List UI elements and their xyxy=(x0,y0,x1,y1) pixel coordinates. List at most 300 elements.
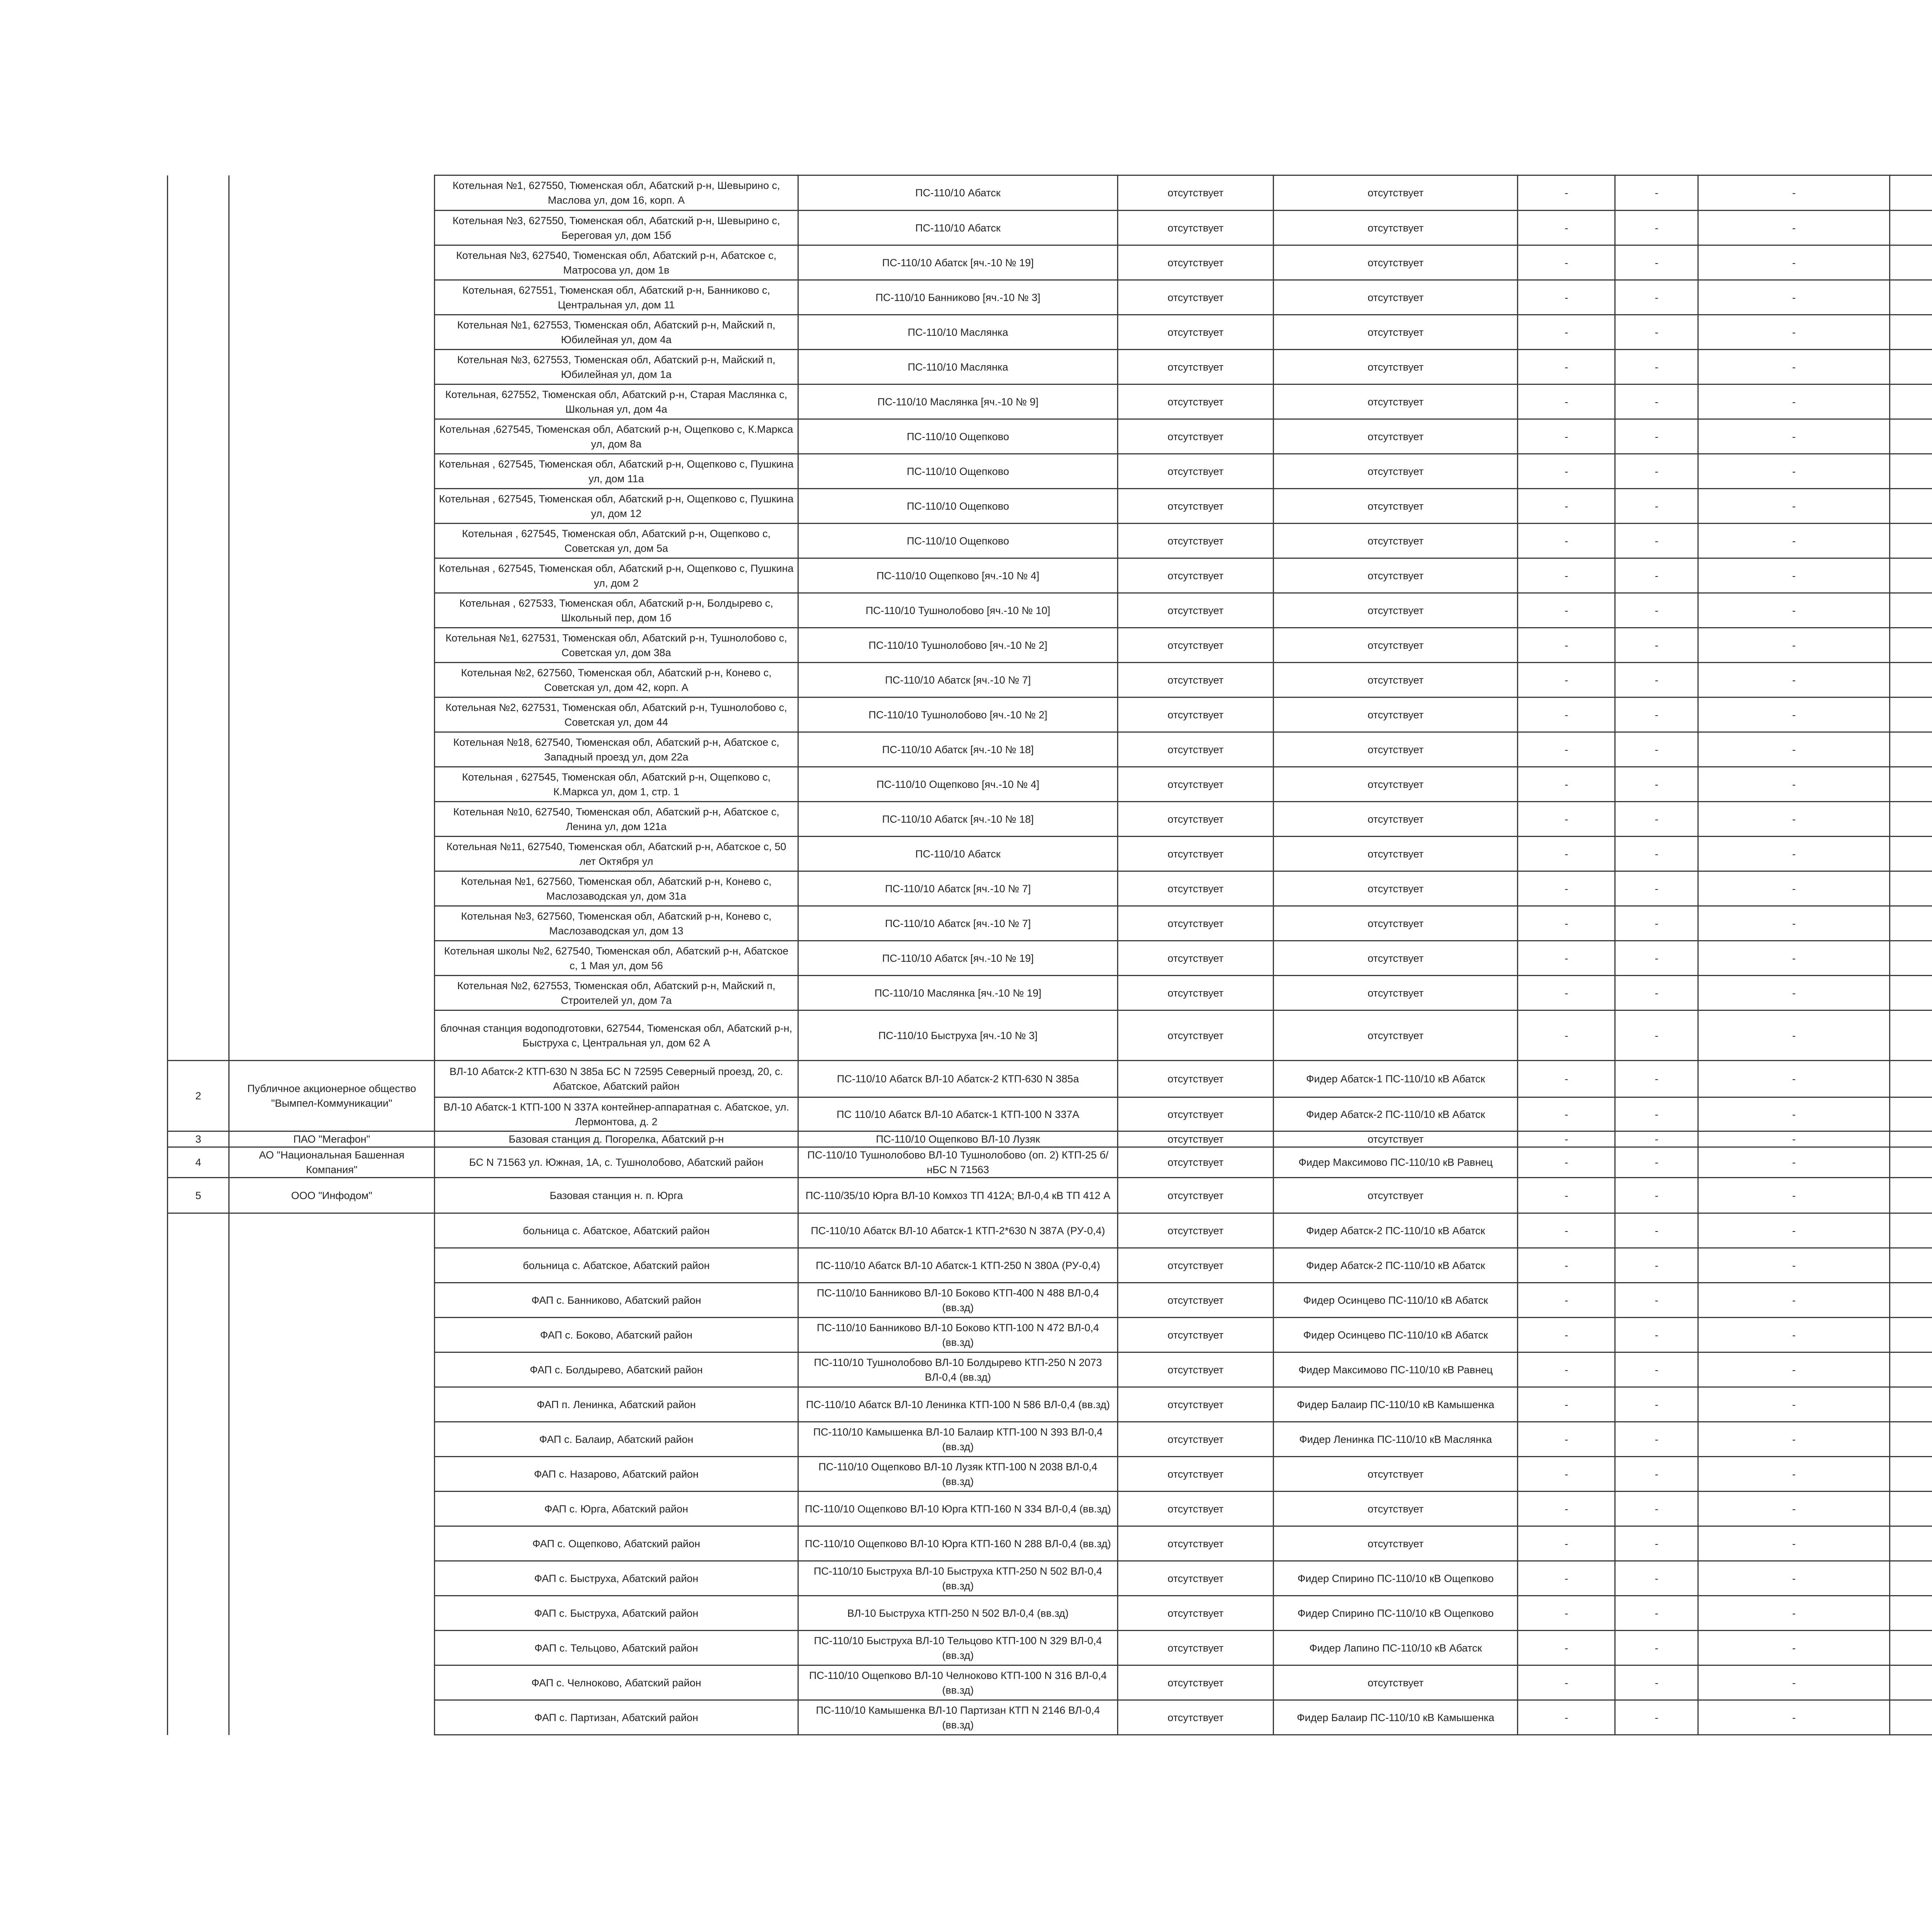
backup-feeder: отсутствует xyxy=(1274,767,1518,802)
empty-value-dash: - xyxy=(1698,1457,1890,1492)
supply-substation: ПС-110/10 Маслянка xyxy=(798,350,1118,384)
backup-feeder: отсутствует xyxy=(1274,454,1518,489)
empty-value-dash: - xyxy=(1615,1061,1698,1097)
reserve-source-status: отсутствует xyxy=(1117,419,1273,454)
reserve-source-status: отсутствует xyxy=(1117,1178,1273,1213)
table-row xyxy=(168,175,1932,211)
row-number: 4 xyxy=(168,1147,229,1178)
table-row xyxy=(168,1178,1932,1213)
empty-value-dash: - xyxy=(1698,211,1890,245)
reserve-source-status: отсутствует xyxy=(1117,1318,1273,1352)
empty-value-dash: - xyxy=(1698,384,1890,419)
backup-feeder: отсутствует xyxy=(1274,384,1518,419)
supply-substation: ПС-110/10 Ощепково xyxy=(798,419,1118,454)
empty-value-dash: - xyxy=(1698,767,1890,802)
reserve-source-status: отсутствует xyxy=(1117,454,1273,489)
object-address: ФАП с. Болдырево, Абатский район xyxy=(434,1352,798,1387)
supply-substation: ПС-110/10 Абатск xyxy=(798,211,1118,245)
empty-value-dash xyxy=(1890,976,1932,1010)
supply-substation: ПС-110/10 Ощепково [яч.-10 № 4] xyxy=(798,558,1118,593)
empty-value-dash: - xyxy=(1698,1178,1890,1213)
supply-substation: ПС 110/10 Абатск ВЛ-10 Абатск-1 КТП-100 N 337А xyxy=(798,1097,1118,1131)
reserve-source-status: отсутствует xyxy=(1117,1665,1273,1700)
empty-value-dash xyxy=(1890,315,1932,350)
backup-feeder: Фидер Осинцево ПС-110/10 кВ Абатск xyxy=(1274,1318,1518,1352)
backup-feeder: отсутствует xyxy=(1274,1526,1518,1561)
empty-value-dash: - xyxy=(1698,419,1890,454)
empty-value-dash xyxy=(1890,1422,1932,1457)
empty-value-dash: - xyxy=(1615,350,1698,384)
backup-feeder: Фидер Лапино ПС-110/10 кВ Абатск xyxy=(1274,1631,1518,1665)
supply-substation: ПС-110/10 Камышенка ВЛ-10 Балаир КТП-100 N 393 ВЛ-0,4 (вв.зд) xyxy=(798,1422,1118,1457)
backup-feeder: отсутствует xyxy=(1274,524,1518,558)
organization-name: ООО "Инфодом" xyxy=(229,1178,434,1213)
empty-value-dash xyxy=(1890,1147,1932,1178)
backup-feeder: Фидер Абатск-2 ПС-110/10 кВ Абатск xyxy=(1274,1213,1518,1248)
empty-value-dash: - xyxy=(1615,245,1698,280)
backup-feeder: отсутствует xyxy=(1274,1178,1518,1213)
empty-value-dash: - xyxy=(1518,1097,1615,1131)
row-number: 5 xyxy=(168,1178,229,1213)
empty-value-dash: - xyxy=(1518,1665,1615,1700)
empty-value-dash: - xyxy=(1518,1131,1615,1147)
object-address: Котельная №2, 627560, Тюменская обл, Абатский р-н, Конево с, Советская ул, дом 42, корп. А xyxy=(434,663,798,697)
empty-value-dash: - xyxy=(1698,1147,1890,1178)
object-address: Котельная №1, 627531, Тюменская обл, Абатский р-н, Тушнолобово с, Советская ул, дом 38а xyxy=(434,628,798,663)
supply-substation: ПС-110/10 Абатск xyxy=(798,837,1118,871)
object-address: ФАП с. Быструха, Абатский район xyxy=(434,1561,798,1596)
empty-value-dash: - xyxy=(1615,732,1698,767)
empty-value-dash: - xyxy=(1518,1561,1615,1596)
reserve-source-status: отсутствует xyxy=(1117,280,1273,315)
empty-value-dash: - xyxy=(1518,1010,1615,1061)
empty-value-dash xyxy=(1890,175,1932,211)
backup-feeder: Фидер Осинцево ПС-110/10 кВ Абатск xyxy=(1274,1283,1518,1318)
empty-value-dash: - xyxy=(1698,593,1890,628)
empty-value-dash xyxy=(1890,1665,1932,1700)
empty-value-dash: - xyxy=(1518,1596,1615,1631)
empty-value-dash: - xyxy=(1615,1131,1698,1147)
empty-value-dash xyxy=(1890,1283,1932,1318)
object-address: Котельная №10, 627540, Тюменская обл, Абатский р-н, Абатское с, Ленина ул, дом 121а xyxy=(434,802,798,837)
empty-value-dash: - xyxy=(1518,175,1615,211)
table-row xyxy=(168,1131,1932,1147)
reserve-source-status: отсутствует xyxy=(1117,1131,1273,1147)
empty-value-dash: - xyxy=(1698,906,1890,941)
empty-value-dash: - xyxy=(1615,837,1698,871)
empty-value-dash xyxy=(1890,1596,1932,1631)
empty-value-dash: - xyxy=(1615,1283,1698,1318)
empty-value-dash: - xyxy=(1615,697,1698,732)
empty-value-dash: - xyxy=(1518,802,1615,837)
empty-value-dash xyxy=(1890,1387,1932,1422)
reserve-source-status: отсутствует xyxy=(1117,697,1273,732)
empty-value-dash: - xyxy=(1615,663,1698,697)
empty-value-dash: - xyxy=(1518,1178,1615,1213)
reserve-source-status: отсутствует xyxy=(1117,524,1273,558)
reserve-source-status: отсутствует xyxy=(1117,1700,1273,1735)
empty-value-dash: - xyxy=(1698,1010,1890,1061)
reserve-source-status: отсутствует xyxy=(1117,976,1273,1010)
reserve-source-status: отсутствует xyxy=(1117,802,1273,837)
empty-value-dash: - xyxy=(1518,976,1615,1010)
backup-feeder: отсутствует xyxy=(1274,489,1518,524)
empty-value-dash: - xyxy=(1518,593,1615,628)
object-address: Котельная №3, 627540, Тюменская обл, Абатский р-н, Абатское с, Матросова ул, дом 1в xyxy=(434,245,798,280)
empty-value-dash: - xyxy=(1615,941,1698,976)
object-address: ФАП п. Ленинка, Абатский район xyxy=(434,1387,798,1422)
empty-value-dash xyxy=(1890,1561,1932,1596)
empty-value-dash xyxy=(1890,1700,1932,1735)
supply-substation: ПС-110/10 Абатск ВЛ-10 Ленинка КТП-100 N 586 ВЛ-0,4 (вв.зд) xyxy=(798,1387,1118,1422)
organization-name xyxy=(229,1213,434,1735)
empty-value-dash: - xyxy=(1698,628,1890,663)
supply-substation: ПС-110/10 Тушнолобово [яч.-10 № 2] xyxy=(798,628,1118,663)
supply-substation: ПС-110/10 Ощепково xyxy=(798,489,1118,524)
reserve-source-status: отсутствует xyxy=(1117,1631,1273,1665)
empty-value-dash: - xyxy=(1615,315,1698,350)
empty-value-dash: - xyxy=(1698,1352,1890,1387)
backup-feeder: Фидер Максимово ПС-110/10 кВ Равнец xyxy=(1274,1147,1518,1178)
supply-substation: ПС-110/10 Маслянка xyxy=(798,315,1118,350)
empty-value-dash: - xyxy=(1518,767,1615,802)
empty-value-dash: - xyxy=(1615,1561,1698,1596)
empty-value-dash xyxy=(1890,1248,1932,1283)
reserve-source-status: отсутствует xyxy=(1117,1457,1273,1492)
empty-value-dash xyxy=(1890,558,1932,593)
empty-value-dash: - xyxy=(1698,976,1890,1010)
empty-value-dash: - xyxy=(1615,1665,1698,1700)
empty-value-dash: - xyxy=(1615,489,1698,524)
empty-value-dash xyxy=(1890,1178,1932,1213)
empty-value-dash: - xyxy=(1518,524,1615,558)
empty-value-dash xyxy=(1890,384,1932,419)
reserve-source-status: отсутствует xyxy=(1117,1097,1273,1131)
supply-substation: ПС-110/10 Ощепково ВЛ-10 Челноково КТП-100 N 316 ВЛ-0,4 (вв.зд) xyxy=(798,1665,1118,1700)
backup-feeder: отсутствует xyxy=(1274,1457,1518,1492)
empty-value-dash: - xyxy=(1698,1422,1890,1457)
empty-value-dash xyxy=(1890,1352,1932,1387)
object-address: ВЛ-10 Абатск-2 КТП-630 N 385а БС N 72595 Северный проезд, 20, с. Абатское, Абатский район xyxy=(434,1061,798,1097)
reserve-source-status: отсутствует xyxy=(1117,1283,1273,1318)
empty-value-dash xyxy=(1890,489,1932,524)
empty-value-dash: - xyxy=(1698,489,1890,524)
empty-value-dash: - xyxy=(1518,384,1615,419)
empty-value-dash: - xyxy=(1615,802,1698,837)
reserve-source-status: отсутствует xyxy=(1117,1248,1273,1283)
reserve-source-status: отсутствует xyxy=(1117,350,1273,384)
empty-value-dash: - xyxy=(1698,1631,1890,1665)
object-address: Котельная №3, 627550, Тюменская обл, Абатский р-н, Шевырино с, Береговая ул, дом 15б xyxy=(434,211,798,245)
backup-feeder: отсутствует xyxy=(1274,1492,1518,1526)
supply-substation: ПС-110/10 Ощепково ВЛ-10 Лузяк КТП-100 N 2038 ВЛ-0,4 (вв.зд) xyxy=(798,1457,1118,1492)
empty-value-dash: - xyxy=(1615,280,1698,315)
backup-feeder: Фидер Спирино ПС-110/10 кВ Ощепково xyxy=(1274,1561,1518,1596)
empty-value-dash: - xyxy=(1615,1457,1698,1492)
reserve-source-status: отсутствует xyxy=(1117,315,1273,350)
backup-feeder: Фидер Абатск-2 ПС-110/10 кВ Абатск xyxy=(1274,1097,1518,1131)
object-address: ФАП с. Назарово, Абатский район xyxy=(434,1457,798,1492)
reserve-source-status: отсутствует xyxy=(1117,384,1273,419)
empty-value-dash xyxy=(1890,1061,1932,1097)
empty-value-dash: - xyxy=(1615,454,1698,489)
empty-value-dash: - xyxy=(1615,524,1698,558)
organization-name: ПАО "Мегафон" xyxy=(229,1131,434,1147)
backup-feeder: отсутствует xyxy=(1274,1131,1518,1147)
reserve-source-status: отсутствует xyxy=(1117,1387,1273,1422)
empty-value-dash: - xyxy=(1615,1213,1698,1248)
empty-value-dash: - xyxy=(1518,1387,1615,1422)
supply-substation: ПС-110/10 Тушнолобово [яч.-10 № 10] xyxy=(798,593,1118,628)
empty-value-dash: - xyxy=(1518,697,1615,732)
supply-substation: ПС-110/10 Абатск xyxy=(798,175,1118,211)
empty-value-dash: - xyxy=(1615,1422,1698,1457)
reserve-source-status: отсутствует xyxy=(1117,628,1273,663)
supply-substation: ПС-110/10 Быструха ВЛ-10 Быструха КТП-250 N 502 ВЛ-0,4 (вв.зд) xyxy=(798,1561,1118,1596)
empty-value-dash: - xyxy=(1615,419,1698,454)
backup-feeder: отсутствует xyxy=(1274,837,1518,871)
empty-value-dash: - xyxy=(1698,871,1890,906)
backup-feeder: отсутствует xyxy=(1274,350,1518,384)
empty-value-dash xyxy=(1890,1631,1932,1665)
supply-substation: ПС-110/10 Маслянка [яч.-10 № 19] xyxy=(798,976,1118,1010)
table-row xyxy=(168,1147,1932,1178)
backup-feeder: Фидер Абатск-1 ПС-110/10 кВ Абатск xyxy=(1274,1061,1518,1097)
empty-value-dash: - xyxy=(1615,1492,1698,1526)
empty-value-dash: - xyxy=(1698,1387,1890,1422)
reserve-source-status: отсутствует xyxy=(1117,1352,1273,1387)
empty-value-dash: - xyxy=(1615,1147,1698,1178)
empty-value-dash: - xyxy=(1518,1631,1615,1665)
reserve-source-status: отсутствует xyxy=(1117,663,1273,697)
empty-value-dash: - xyxy=(1698,1700,1890,1735)
empty-value-dash: - xyxy=(1698,1248,1890,1283)
object-address: Котельная №1, 627560, Тюменская обл, Абатский р-н, Конево с, Маслозаводская ул, дом 31а xyxy=(434,871,798,906)
reserve-source-status: отсутствует xyxy=(1117,1492,1273,1526)
backup-feeder: Фидер Ленинка ПС-110/10 кВ Маслянка xyxy=(1274,1422,1518,1457)
object-address: Котельная №1, 627550, Тюменская обл, Абатский р-н, Шевырино с, Маслова ул, дом 16, корп. А xyxy=(434,175,798,211)
reserve-source-status: отсутствует xyxy=(1117,558,1273,593)
empty-value-dash: - xyxy=(1615,1352,1698,1387)
reserve-source-status: отсутствует xyxy=(1117,1526,1273,1561)
empty-value-dash: - xyxy=(1615,1526,1698,1561)
empty-value-dash xyxy=(1890,837,1932,871)
empty-value-dash xyxy=(1890,1097,1932,1131)
supply-substation: ПС-110/10 Быструха ВЛ-10 Тельцово КТП-100 N 329 ВЛ-0,4 (вв.зд) xyxy=(798,1631,1118,1665)
empty-value-dash xyxy=(1890,245,1932,280)
empty-value-dash xyxy=(1890,906,1932,941)
supply-substation: ПС-110/10 Абатск [яч.-10 № 7] xyxy=(798,871,1118,906)
object-address: блочная станция водоподготовки, 627544, Тюменская обл, Абатский р-н, Быструха с, Центральная ул, дом 62 А xyxy=(434,1010,798,1061)
consumers-table xyxy=(167,175,1932,1735)
reserve-source-status: отсутствует xyxy=(1117,837,1273,871)
empty-value-dash: - xyxy=(1698,663,1890,697)
empty-value-dash: - xyxy=(1518,489,1615,524)
empty-value-dash: - xyxy=(1615,1097,1698,1131)
supply-substation: ПС-110/10 Камышенка ВЛ-10 Партизан КТП N 2146 ВЛ-0,4 (вв.зд) xyxy=(798,1700,1118,1735)
object-address: ФАП с. Ощепково, Абатский район xyxy=(434,1526,798,1561)
empty-value-dash: - xyxy=(1518,280,1615,315)
empty-value-dash: - xyxy=(1518,871,1615,906)
object-address: Котельная №3, 627553, Тюменская обл, Абатский р-н, Майский п, Юбилейная ул, дом 1а xyxy=(434,350,798,384)
empty-value-dash: - xyxy=(1615,1387,1698,1422)
empty-value-dash: - xyxy=(1698,732,1890,767)
empty-value-dash: - xyxy=(1615,175,1698,211)
supply-substation: ПС-110/10 Тушнолобово ВЛ-10 Тушнолобово (оп. 2) КТП-25 б/нБС N 71563 xyxy=(798,1147,1118,1178)
empty-value-dash: - xyxy=(1518,1352,1615,1387)
backup-feeder: отсутствует xyxy=(1274,245,1518,280)
empty-value-dash xyxy=(1890,871,1932,906)
supply-substation: ПС-110/10 Ощепково [яч.-10 № 4] xyxy=(798,767,1118,802)
empty-value-dash xyxy=(1890,802,1932,837)
reserve-source-status: отсутствует xyxy=(1117,1561,1273,1596)
empty-value-dash: - xyxy=(1518,1457,1615,1492)
object-address: ФАП с. Партизан, Абатский район xyxy=(434,1700,798,1735)
empty-value-dash: - xyxy=(1615,558,1698,593)
empty-value-dash: - xyxy=(1615,384,1698,419)
empty-value-dash: - xyxy=(1518,419,1615,454)
empty-value-dash xyxy=(1890,1526,1932,1561)
supply-substation: ПС-110/10 Абатск ВЛ-10 Абатск-1 КТП-2*630 N 387А (РУ-0,4) xyxy=(798,1213,1118,1248)
row-number xyxy=(168,1213,229,1735)
supply-substation: ПС-110/10 Ощепково ВЛ-10 Юрга КТП-160 N 288 ВЛ-0,4 (вв.зд) xyxy=(798,1526,1118,1561)
supply-substation: ПС-110/10 Маслянка [яч.-10 № 9] xyxy=(798,384,1118,419)
backup-feeder: отсутствует xyxy=(1274,628,1518,663)
empty-value-dash: - xyxy=(1518,732,1615,767)
empty-value-dash: - xyxy=(1698,1097,1890,1131)
empty-value-dash: - xyxy=(1698,802,1890,837)
empty-value-dash: - xyxy=(1518,1061,1615,1097)
backup-feeder: отсутствует xyxy=(1274,280,1518,315)
object-address: Базовая станция н. п. Юрга xyxy=(434,1178,798,1213)
object-address: ФАП с. Тельцово, Абатский район xyxy=(434,1631,798,1665)
object-address: Котельная , 627545, Тюменская обл, Абатский р-н, Ощепково с, К.Маркса ул, дом 1, стр. 1 xyxy=(434,767,798,802)
backup-feeder: отсутствует xyxy=(1274,732,1518,767)
empty-value-dash: - xyxy=(1698,697,1890,732)
empty-value-dash: - xyxy=(1698,1283,1890,1318)
reserve-source-status: отсутствует xyxy=(1117,767,1273,802)
empty-value-dash xyxy=(1890,767,1932,802)
empty-value-dash: - xyxy=(1698,245,1890,280)
empty-value-dash: - xyxy=(1698,1526,1890,1561)
empty-value-dash: - xyxy=(1698,941,1890,976)
backup-feeder: отсутствует xyxy=(1274,976,1518,1010)
reserve-source-status: отсутствует xyxy=(1117,1213,1273,1248)
object-address: ФАП с. Юрга, Абатский район xyxy=(434,1492,798,1526)
empty-value-dash: - xyxy=(1698,524,1890,558)
object-address: ФАП с. Боково, Абатский район xyxy=(434,1318,798,1352)
empty-value-dash: - xyxy=(1615,211,1698,245)
backup-feeder: отсутствует xyxy=(1274,558,1518,593)
reserve-source-status: отсутствует xyxy=(1117,906,1273,941)
backup-feeder: отсутствует xyxy=(1274,419,1518,454)
reserve-source-status: отсутствует xyxy=(1117,1010,1273,1061)
supply-substation: ПС-110/10 Тушнолобово [яч.-10 № 2] xyxy=(798,697,1118,732)
empty-value-dash: - xyxy=(1518,906,1615,941)
backup-feeder: отсутствует xyxy=(1274,315,1518,350)
empty-value-dash: - xyxy=(1518,454,1615,489)
reserve-source-status: отсутствует xyxy=(1117,1147,1273,1178)
empty-value-dash: - xyxy=(1615,871,1698,906)
backup-feeder: отсутствует xyxy=(1274,941,1518,976)
empty-value-dash: - xyxy=(1518,1700,1615,1735)
supply-substation: ВЛ-10 Быструха КТП-250 N 502 ВЛ-0,4 (вв.зд) xyxy=(798,1596,1118,1631)
empty-value-dash: - xyxy=(1518,837,1615,871)
empty-value-dash: - xyxy=(1518,1213,1615,1248)
empty-value-dash: - xyxy=(1518,628,1615,663)
empty-value-dash xyxy=(1890,211,1932,245)
empty-value-dash: - xyxy=(1518,941,1615,976)
empty-value-dash xyxy=(1890,1010,1932,1061)
supply-substation: ПС-110/10 Ощепково ВЛ-10 Юрга КТП-160 N 334 ВЛ-0,4 (вв.зд) xyxy=(798,1492,1118,1526)
empty-value-dash xyxy=(1890,1457,1932,1492)
empty-value-dash: - xyxy=(1518,1283,1615,1318)
backup-feeder: отсутствует xyxy=(1274,211,1518,245)
empty-value-dash xyxy=(1890,1213,1932,1248)
empty-value-dash xyxy=(1890,941,1932,976)
empty-value-dash xyxy=(1890,732,1932,767)
object-address: Котельная , 627545, Тюменская обл, Абатский р-н, Ощепково с, Пушкина ул, дом 11а xyxy=(434,454,798,489)
empty-value-dash: - xyxy=(1615,593,1698,628)
backup-feeder: отсутствует xyxy=(1274,593,1518,628)
organization-name xyxy=(229,175,434,1061)
supply-substation: ПС-110/10 Абатск [яч.-10 № 18] xyxy=(798,802,1118,837)
object-address: ФАП с. Быструха, Абатский район xyxy=(434,1596,798,1631)
object-address: ФАП с. Банниково, Абатский район xyxy=(434,1283,798,1318)
object-address: Котельная №18, 627540, Тюменская обл, Абатский р-н, Абатское с, Западный проезд ул, дом 22а xyxy=(434,732,798,767)
organization-name: Публичное акционерное общество "Вымпел-Коммуникации" xyxy=(229,1061,434,1131)
backup-feeder: Фидер Максимово ПС-110/10 кВ Равнец xyxy=(1274,1352,1518,1387)
object-address: Котельная №2, 627553, Тюменская обл, Абатский р-н, Майский п, Строителей ул, дом 7а xyxy=(434,976,798,1010)
supply-substation: ПС-110/10 Быструха [яч.-10 № 3] xyxy=(798,1010,1118,1061)
empty-value-dash: - xyxy=(1698,454,1890,489)
empty-value-dash: - xyxy=(1518,211,1615,245)
reserve-source-status: отсутствует xyxy=(1117,175,1273,211)
object-address: Котельная №11, 627540, Тюменская обл, Абатский р-н, Абатское с, 50 лет Октября ул xyxy=(434,837,798,871)
object-address: Котельная ,627545, Тюменская обл, Абатский р-н, Ощепково с, К.Маркса ул, дом 8а xyxy=(434,419,798,454)
object-address: Котельная школы №2, 627540, Тюменская обл, Абатский р-н, Абатское с, 1 Мая ул, дом 56 xyxy=(434,941,798,976)
empty-value-dash: - xyxy=(1615,1596,1698,1631)
empty-value-dash: - xyxy=(1698,175,1890,211)
object-address: Котельная №1, 627553, Тюменская обл, Абатский р-н, Майский п, Юбилейная ул, дом 4а xyxy=(434,315,798,350)
reserve-source-status: отсутствует xyxy=(1117,1596,1273,1631)
empty-value-dash: - xyxy=(1698,558,1890,593)
empty-value-dash: - xyxy=(1518,1492,1615,1526)
empty-value-dash xyxy=(1890,1318,1932,1352)
empty-value-dash xyxy=(1890,454,1932,489)
supply-substation: ПС-110/10 Банниково ВЛ-10 Боково КТП-100 N 472 ВЛ-0,4 (вв.зд) xyxy=(798,1318,1118,1352)
supply-substation: ПС-110/10 Абатск [яч.-10 № 19] xyxy=(798,245,1118,280)
empty-value-dash: - xyxy=(1698,350,1890,384)
backup-feeder: Фидер Балаир ПС-110/10 кВ Камышенка xyxy=(1274,1387,1518,1422)
object-address: Базовая станция д. Погорелка, Абатский р-н xyxy=(434,1131,798,1147)
empty-value-dash xyxy=(1890,663,1932,697)
empty-value-dash: - xyxy=(1615,976,1698,1010)
object-address: Котельная №3, 627560, Тюменская обл, Абатский р-н, Конево с, Маслозаводская ул, дом 13 xyxy=(434,906,798,941)
object-address: Котельная , 627533, Тюменская обл, Абатский р-н, Болдырево с, Школьный пер, дом 1б xyxy=(434,593,798,628)
object-address: ВЛ-10 Абатск-1 КТП-100 N 337А контейнер-аппаратная с. Абатское, ул. Лермонтова, д. 2 xyxy=(434,1097,798,1131)
reserve-source-status: отсутствует xyxy=(1117,732,1273,767)
empty-value-dash: - xyxy=(1698,1318,1890,1352)
empty-value-dash: - xyxy=(1615,767,1698,802)
supply-substation: ПС-110/10 Абатск [яч.-10 № 18] xyxy=(798,732,1118,767)
object-address: больница с. Абатское, Абатский район xyxy=(434,1213,798,1248)
empty-value-dash xyxy=(1890,524,1932,558)
empty-value-dash: - xyxy=(1698,1665,1890,1700)
empty-value-dash: - xyxy=(1615,906,1698,941)
empty-value-dash xyxy=(1890,1131,1932,1147)
backup-feeder: отсутствует xyxy=(1274,802,1518,837)
